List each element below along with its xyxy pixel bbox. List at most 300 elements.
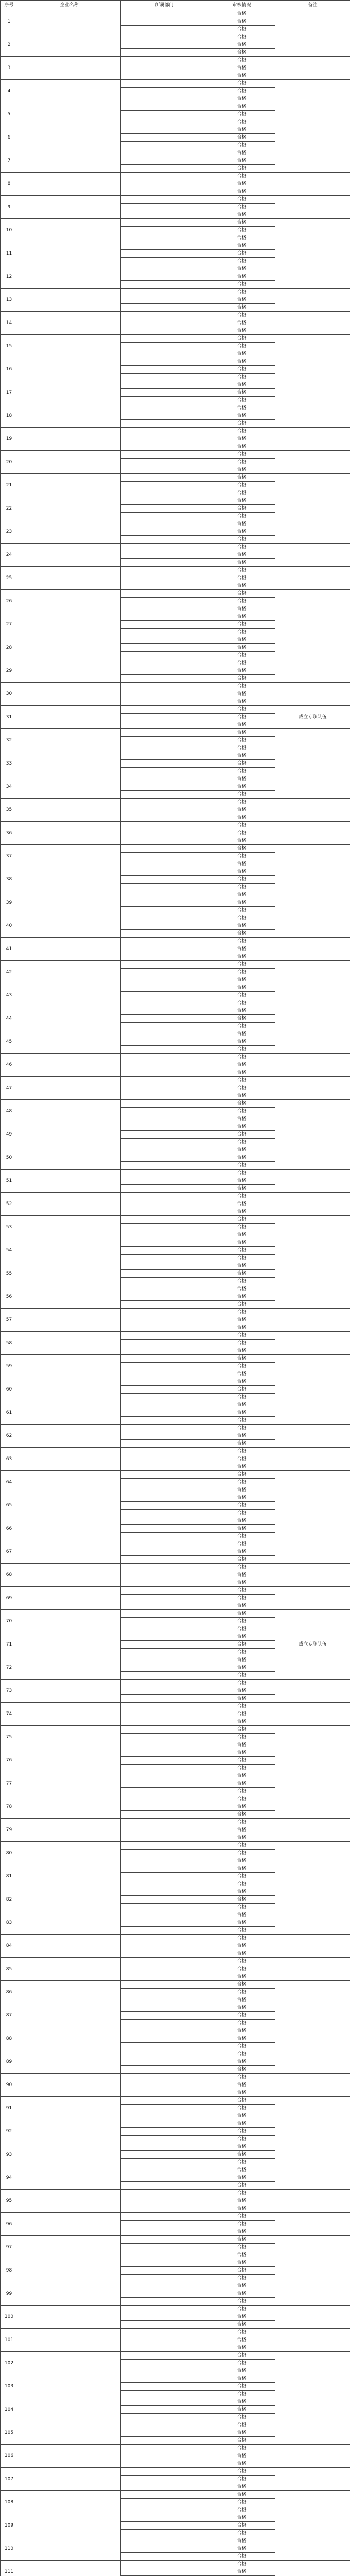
result-cell: 合格 bbox=[208, 2089, 275, 2097]
row-index: 98 bbox=[1, 2259, 18, 2282]
result-cell: 合格 bbox=[208, 837, 275, 845]
department-cell bbox=[121, 304, 208, 312]
table-row bbox=[1, 497, 350, 505]
department-cell bbox=[121, 1425, 208, 1432]
result-cell: 合格 bbox=[208, 1533, 275, 1540]
department-cell bbox=[121, 2398, 208, 2406]
department-cell bbox=[121, 2499, 208, 2506]
company-name-cell bbox=[18, 1030, 121, 1054]
company-name-cell bbox=[18, 914, 121, 938]
result-cell: 合格 bbox=[208, 744, 275, 752]
table-row bbox=[1, 1262, 350, 1270]
department-cell bbox=[121, 2298, 208, 2306]
note-cell bbox=[275, 80, 350, 103]
result-cell: 合格 bbox=[208, 1741, 275, 1749]
result-cell: 合格 bbox=[208, 95, 275, 103]
result-cell: 合格 bbox=[208, 2112, 275, 2120]
result-cell: 合格 bbox=[208, 343, 275, 350]
result-cell: 合格 bbox=[208, 1540, 275, 1548]
row-index: 7 bbox=[1, 149, 18, 173]
note-cell bbox=[275, 358, 350, 381]
department-cell bbox=[121, 1278, 208, 1285]
table-row bbox=[1, 1007, 350, 1015]
result-cell: 合格 bbox=[208, 1139, 275, 1146]
result-cell: 合格 bbox=[208, 1417, 275, 1425]
table-row bbox=[1, 775, 350, 783]
company-name-cell bbox=[18, 2120, 121, 2143]
department-cell bbox=[121, 1888, 208, 1896]
note-cell bbox=[275, 428, 350, 451]
result-cell: 合格 bbox=[208, 1293, 275, 1301]
result-cell: 合格 bbox=[208, 1046, 275, 1054]
result-cell: 合格 bbox=[208, 891, 275, 899]
department-cell bbox=[121, 1139, 208, 1146]
result-cell: 合格 bbox=[208, 2205, 275, 2213]
department-cell bbox=[121, 544, 208, 551]
table-row bbox=[1, 2236, 350, 2244]
department-cell bbox=[121, 10, 208, 18]
result-cell: 合格 bbox=[208, 2190, 275, 2197]
note-cell bbox=[275, 1007, 350, 1030]
result-cell: 合格 bbox=[208, 2406, 275, 2414]
table-row bbox=[1, 961, 350, 969]
result-cell: 合格 bbox=[208, 1571, 275, 1579]
company-name-cell bbox=[18, 775, 121, 799]
result-cell: 合格 bbox=[208, 2561, 275, 2568]
note-cell bbox=[275, 659, 350, 683]
company-name-cell bbox=[18, 1517, 121, 1540]
department-cell bbox=[121, 1316, 208, 1324]
result-cell: 合格 bbox=[208, 412, 275, 420]
table-row bbox=[1, 2120, 350, 2128]
result-cell: 合格 bbox=[208, 1780, 275, 1788]
department-cell bbox=[121, 1177, 208, 1185]
table-row bbox=[1, 173, 350, 180]
note-cell bbox=[275, 57, 350, 80]
department-cell bbox=[121, 482, 208, 489]
result-cell: 合格 bbox=[208, 876, 275, 884]
result-cell: 合格 bbox=[208, 2074, 275, 2081]
department-cell bbox=[121, 2406, 208, 2414]
note-cell bbox=[275, 613, 350, 636]
company-name-cell bbox=[18, 2561, 121, 2576]
department-cell bbox=[121, 2476, 208, 2483]
result-cell: 合格 bbox=[208, 196, 275, 204]
table-row bbox=[1, 1193, 350, 1200]
note-cell bbox=[275, 2561, 350, 2576]
department-cell bbox=[121, 188, 208, 196]
result-cell: 合格 bbox=[208, 1162, 275, 1170]
row-index: 72 bbox=[1, 1656, 18, 1680]
note-cell bbox=[275, 335, 350, 358]
row-index: 105 bbox=[1, 2421, 18, 2445]
company-name-cell bbox=[18, 196, 121, 219]
department-cell bbox=[121, 1061, 208, 1069]
table-row bbox=[1, 2282, 350, 2290]
note-cell bbox=[275, 1077, 350, 1100]
result-cell: 合格 bbox=[208, 621, 275, 629]
table-row bbox=[1, 80, 350, 88]
result-cell: 合格 bbox=[208, 219, 275, 227]
department-cell bbox=[121, 1811, 208, 1819]
result-cell: 合格 bbox=[208, 690, 275, 698]
department-cell bbox=[121, 1394, 208, 1401]
result-cell: 合格 bbox=[208, 273, 275, 281]
result-cell: 合格 bbox=[208, 366, 275, 374]
result-cell: 合格 bbox=[208, 860, 275, 868]
result-cell: 合格 bbox=[208, 1865, 275, 1873]
table-row bbox=[1, 1216, 350, 1224]
note-cell bbox=[275, 1935, 350, 1958]
result-cell: 合格 bbox=[208, 1030, 275, 1038]
note-cell bbox=[275, 2421, 350, 2445]
result-cell: 合格 bbox=[208, 505, 275, 513]
table-body bbox=[1, 10, 350, 2576]
department-cell bbox=[121, 474, 208, 482]
table-row bbox=[1, 2004, 350, 2012]
department-cell bbox=[121, 489, 208, 497]
row-index: 90 bbox=[1, 2074, 18, 2097]
table-row bbox=[1, 891, 350, 899]
result-cell: 合格 bbox=[208, 126, 275, 134]
department-cell bbox=[121, 2182, 208, 2190]
result-cell: 合格 bbox=[208, 1587, 275, 1595]
department-cell bbox=[121, 1007, 208, 1015]
row-index: 78 bbox=[1, 1795, 18, 1819]
company-name-cell bbox=[18, 1332, 121, 1355]
result-cell: 合格 bbox=[208, 18, 275, 26]
department-cell bbox=[121, 1540, 208, 1548]
department-cell bbox=[121, 1401, 208, 1409]
table-row bbox=[1, 196, 350, 204]
result-cell: 合格 bbox=[208, 2398, 275, 2406]
row-index: 83 bbox=[1, 1911, 18, 1935]
result-cell: 合格 bbox=[208, 953, 275, 961]
department-cell bbox=[121, 366, 208, 374]
note-cell bbox=[275, 1123, 350, 1146]
department-cell bbox=[121, 234, 208, 242]
department-cell bbox=[121, 590, 208, 598]
result-cell: 合格 bbox=[208, 2514, 275, 2522]
row-index: 88 bbox=[1, 2027, 18, 2050]
result-cell: 合格 bbox=[208, 1185, 275, 1193]
department-cell bbox=[121, 1880, 208, 1888]
result-cell: 合格 bbox=[208, 1888, 275, 1896]
result-cell: 合格 bbox=[208, 1525, 275, 1533]
table-row bbox=[1, 1726, 350, 1734]
row-index: 26 bbox=[1, 590, 18, 613]
note-cell bbox=[275, 2375, 350, 2398]
department-cell bbox=[121, 613, 208, 621]
department-cell bbox=[121, 1193, 208, 1200]
department-cell bbox=[121, 1069, 208, 1077]
department-cell bbox=[121, 1208, 208, 1216]
row-index: 24 bbox=[1, 544, 18, 567]
result-cell: 合格 bbox=[208, 1278, 275, 1285]
department-cell bbox=[121, 211, 208, 219]
row-index: 40 bbox=[1, 914, 18, 938]
department-cell bbox=[121, 1386, 208, 1394]
result-cell: 合格 bbox=[208, 1386, 275, 1394]
result-cell: 合格 bbox=[208, 714, 275, 721]
result-cell: 合格 bbox=[208, 1811, 275, 1819]
department-cell bbox=[121, 930, 208, 938]
result-cell: 合格 bbox=[208, 2221, 275, 2228]
result-cell: 合格 bbox=[208, 1108, 275, 1115]
department-cell bbox=[121, 2391, 208, 2398]
department-cell bbox=[121, 845, 208, 853]
department-cell bbox=[121, 1340, 208, 1347]
department-cell bbox=[121, 1084, 208, 1092]
result-cell: 合格 bbox=[208, 1517, 275, 1525]
row-index: 5 bbox=[1, 103, 18, 126]
note-cell bbox=[275, 938, 350, 961]
company-name-cell bbox=[18, 2213, 121, 2236]
result-cell: 合格 bbox=[208, 1448, 275, 1455]
department-cell bbox=[121, 103, 208, 111]
note-cell bbox=[275, 1726, 350, 1749]
department-cell bbox=[121, 57, 208, 64]
result-cell: 合格 bbox=[208, 350, 275, 358]
table-row bbox=[1, 1054, 350, 1061]
result-cell: 合格 bbox=[208, 884, 275, 891]
company-name-cell bbox=[18, 2143, 121, 2166]
company-name-cell bbox=[18, 1888, 121, 1911]
department-cell bbox=[121, 443, 208, 451]
table-row bbox=[1, 1911, 350, 1919]
department-cell bbox=[121, 1077, 208, 1084]
department-cell bbox=[121, 1672, 208, 1680]
department-cell bbox=[121, 1695, 208, 1703]
result-cell: 合格 bbox=[208, 1973, 275, 1981]
department-cell bbox=[121, 312, 208, 319]
table-row bbox=[1, 1100, 350, 1108]
row-index: 42 bbox=[1, 961, 18, 984]
department-cell bbox=[121, 435, 208, 443]
note-cell bbox=[275, 1030, 350, 1054]
result-cell: 合格 bbox=[208, 1494, 275, 1502]
department-cell bbox=[121, 381, 208, 389]
result-cell: 合格 bbox=[208, 1935, 275, 1942]
company-name-cell bbox=[18, 1633, 121, 1656]
company-name-cell bbox=[18, 2190, 121, 2213]
department-cell bbox=[121, 1015, 208, 1023]
company-name-cell bbox=[18, 173, 121, 196]
department-cell bbox=[121, 2081, 208, 2089]
department-cell bbox=[121, 1641, 208, 1649]
company-name-cell bbox=[18, 474, 121, 497]
department-cell bbox=[121, 806, 208, 814]
row-index: 17 bbox=[1, 381, 18, 404]
department-cell bbox=[121, 2267, 208, 2275]
result-cell: 合格 bbox=[208, 1826, 275, 1834]
note-cell bbox=[275, 2236, 350, 2259]
company-name-cell bbox=[18, 590, 121, 613]
department-cell bbox=[121, 1046, 208, 1054]
row-index: 86 bbox=[1, 1981, 18, 2004]
table-row bbox=[1, 822, 350, 829]
company-name-cell bbox=[18, 1703, 121, 1726]
row-index: 84 bbox=[1, 1935, 18, 1958]
company-name-cell bbox=[18, 1564, 121, 1587]
result-cell: 合格 bbox=[208, 2027, 275, 2035]
note-cell bbox=[275, 2097, 350, 2120]
result-cell: 合格 bbox=[208, 2182, 275, 2190]
result-cell: 合格 bbox=[208, 2360, 275, 2367]
department-cell bbox=[121, 2282, 208, 2290]
department-cell bbox=[121, 242, 208, 250]
department-cell bbox=[121, 1448, 208, 1455]
table-row bbox=[1, 312, 350, 319]
result-cell: 合格 bbox=[208, 551, 275, 559]
note-cell bbox=[275, 636, 350, 659]
department-cell bbox=[121, 1054, 208, 1061]
result-cell: 合格 bbox=[208, 2321, 275, 2329]
note-cell bbox=[275, 149, 350, 173]
department-cell bbox=[121, 1409, 208, 1417]
result-cell: 合格 bbox=[208, 2421, 275, 2429]
result-cell: 合格 bbox=[208, 683, 275, 690]
header-company: 企业名称 bbox=[18, 1, 121, 10]
result-cell: 合格 bbox=[208, 397, 275, 404]
row-index: 63 bbox=[1, 1448, 18, 1471]
result-cell: 合格 bbox=[208, 72, 275, 80]
table-row bbox=[1, 1587, 350, 1595]
department-cell bbox=[121, 1795, 208, 1803]
row-index: 104 bbox=[1, 2398, 18, 2421]
row-index: 48 bbox=[1, 1100, 18, 1123]
result-cell: 合格 bbox=[208, 1548, 275, 1556]
department-cell bbox=[121, 969, 208, 976]
result-cell: 合格 bbox=[208, 2468, 275, 2476]
table-row bbox=[1, 1425, 350, 1432]
department-cell bbox=[121, 551, 208, 559]
company-name-cell bbox=[18, 1007, 121, 1030]
company-name-cell bbox=[18, 358, 121, 381]
company-name-cell bbox=[18, 1309, 121, 1332]
department-cell bbox=[121, 2197, 208, 2205]
department-cell bbox=[121, 2004, 208, 2012]
result-cell: 合格 bbox=[208, 327, 275, 335]
department-cell bbox=[121, 1819, 208, 1826]
result-cell: 合格 bbox=[208, 2352, 275, 2360]
result-cell: 合格 bbox=[208, 1301, 275, 1309]
result-cell: 合格 bbox=[208, 1710, 275, 1718]
result-cell: 合格 bbox=[208, 2012, 275, 2020]
result-cell: 合格 bbox=[208, 404, 275, 412]
result-cell: 合格 bbox=[208, 567, 275, 574]
table-row bbox=[1, 1332, 350, 1340]
table-row bbox=[1, 2421, 350, 2429]
company-name-cell bbox=[18, 2445, 121, 2468]
row-index: 97 bbox=[1, 2236, 18, 2259]
table-row bbox=[1, 265, 350, 273]
row-index: 66 bbox=[1, 1517, 18, 1540]
table-row bbox=[1, 2514, 350, 2522]
department-cell bbox=[121, 41, 208, 49]
result-cell: 合格 bbox=[208, 1641, 275, 1649]
department-cell bbox=[121, 984, 208, 992]
row-index: 108 bbox=[1, 2491, 18, 2514]
table-row bbox=[1, 613, 350, 621]
department-cell bbox=[121, 389, 208, 397]
result-cell: 合格 bbox=[208, 335, 275, 343]
result-cell: 合格 bbox=[208, 482, 275, 489]
result-cell: 合格 bbox=[208, 389, 275, 397]
result-cell: 合格 bbox=[208, 1200, 275, 1208]
row-index: 95 bbox=[1, 2190, 18, 2213]
row-index: 53 bbox=[1, 1216, 18, 1239]
table-row bbox=[1, 938, 350, 945]
note-cell bbox=[275, 1981, 350, 2004]
result-cell: 合格 bbox=[208, 2367, 275, 2375]
table-row bbox=[1, 474, 350, 482]
row-index: 73 bbox=[1, 1680, 18, 1703]
note-cell bbox=[275, 2514, 350, 2537]
department-cell bbox=[121, 721, 208, 729]
result-cell: 合格 bbox=[208, 945, 275, 953]
result-cell: 合格 bbox=[208, 1340, 275, 1347]
company-name-cell bbox=[18, 2537, 121, 2561]
department-cell bbox=[121, 1587, 208, 1595]
result-cell: 合格 bbox=[208, 675, 275, 683]
company-name-cell bbox=[18, 1216, 121, 1239]
department-cell bbox=[121, 1602, 208, 1610]
department-cell bbox=[121, 289, 208, 296]
department-cell bbox=[121, 907, 208, 914]
table-row bbox=[1, 1355, 350, 1363]
row-index: 76 bbox=[1, 1749, 18, 1772]
department-cell bbox=[121, 659, 208, 667]
result-cell: 合格 bbox=[208, 1146, 275, 1154]
company-name-cell bbox=[18, 1819, 121, 1842]
result-cell: 合格 bbox=[208, 1950, 275, 1958]
result-cell: 合格 bbox=[208, 1989, 275, 1996]
row-index: 32 bbox=[1, 729, 18, 752]
note-cell bbox=[275, 2491, 350, 2514]
company-name-cell bbox=[18, 1123, 121, 1146]
note-cell bbox=[275, 1703, 350, 1726]
result-cell: 合格 bbox=[208, 2306, 275, 2313]
result-cell: 合格 bbox=[208, 2097, 275, 2105]
department-cell bbox=[121, 134, 208, 142]
note-cell bbox=[275, 984, 350, 1007]
result-cell: 合格 bbox=[208, 1154, 275, 1162]
result-cell: 合格 bbox=[208, 799, 275, 806]
result-cell: 合格 bbox=[208, 667, 275, 675]
company-name-cell bbox=[18, 1054, 121, 1077]
result-cell: 合格 bbox=[208, 783, 275, 791]
table-row bbox=[1, 2259, 350, 2267]
department-cell bbox=[121, 343, 208, 350]
department-cell bbox=[121, 1293, 208, 1301]
result-cell: 合格 bbox=[208, 118, 275, 126]
department-cell bbox=[121, 2236, 208, 2244]
department-cell bbox=[121, 1741, 208, 1749]
result-cell: 合格 bbox=[208, 768, 275, 775]
note-cell bbox=[275, 1170, 350, 1193]
result-cell: 合格 bbox=[208, 829, 275, 837]
result-cell: 合格 bbox=[208, 41, 275, 49]
table-row bbox=[1, 2097, 350, 2105]
department-cell bbox=[121, 2128, 208, 2136]
row-index: 82 bbox=[1, 1888, 18, 1911]
company-name-cell bbox=[18, 683, 121, 706]
department-cell bbox=[121, 1873, 208, 1880]
result-cell: 合格 bbox=[208, 729, 275, 737]
department-cell bbox=[121, 1826, 208, 1834]
department-cell bbox=[121, 899, 208, 907]
